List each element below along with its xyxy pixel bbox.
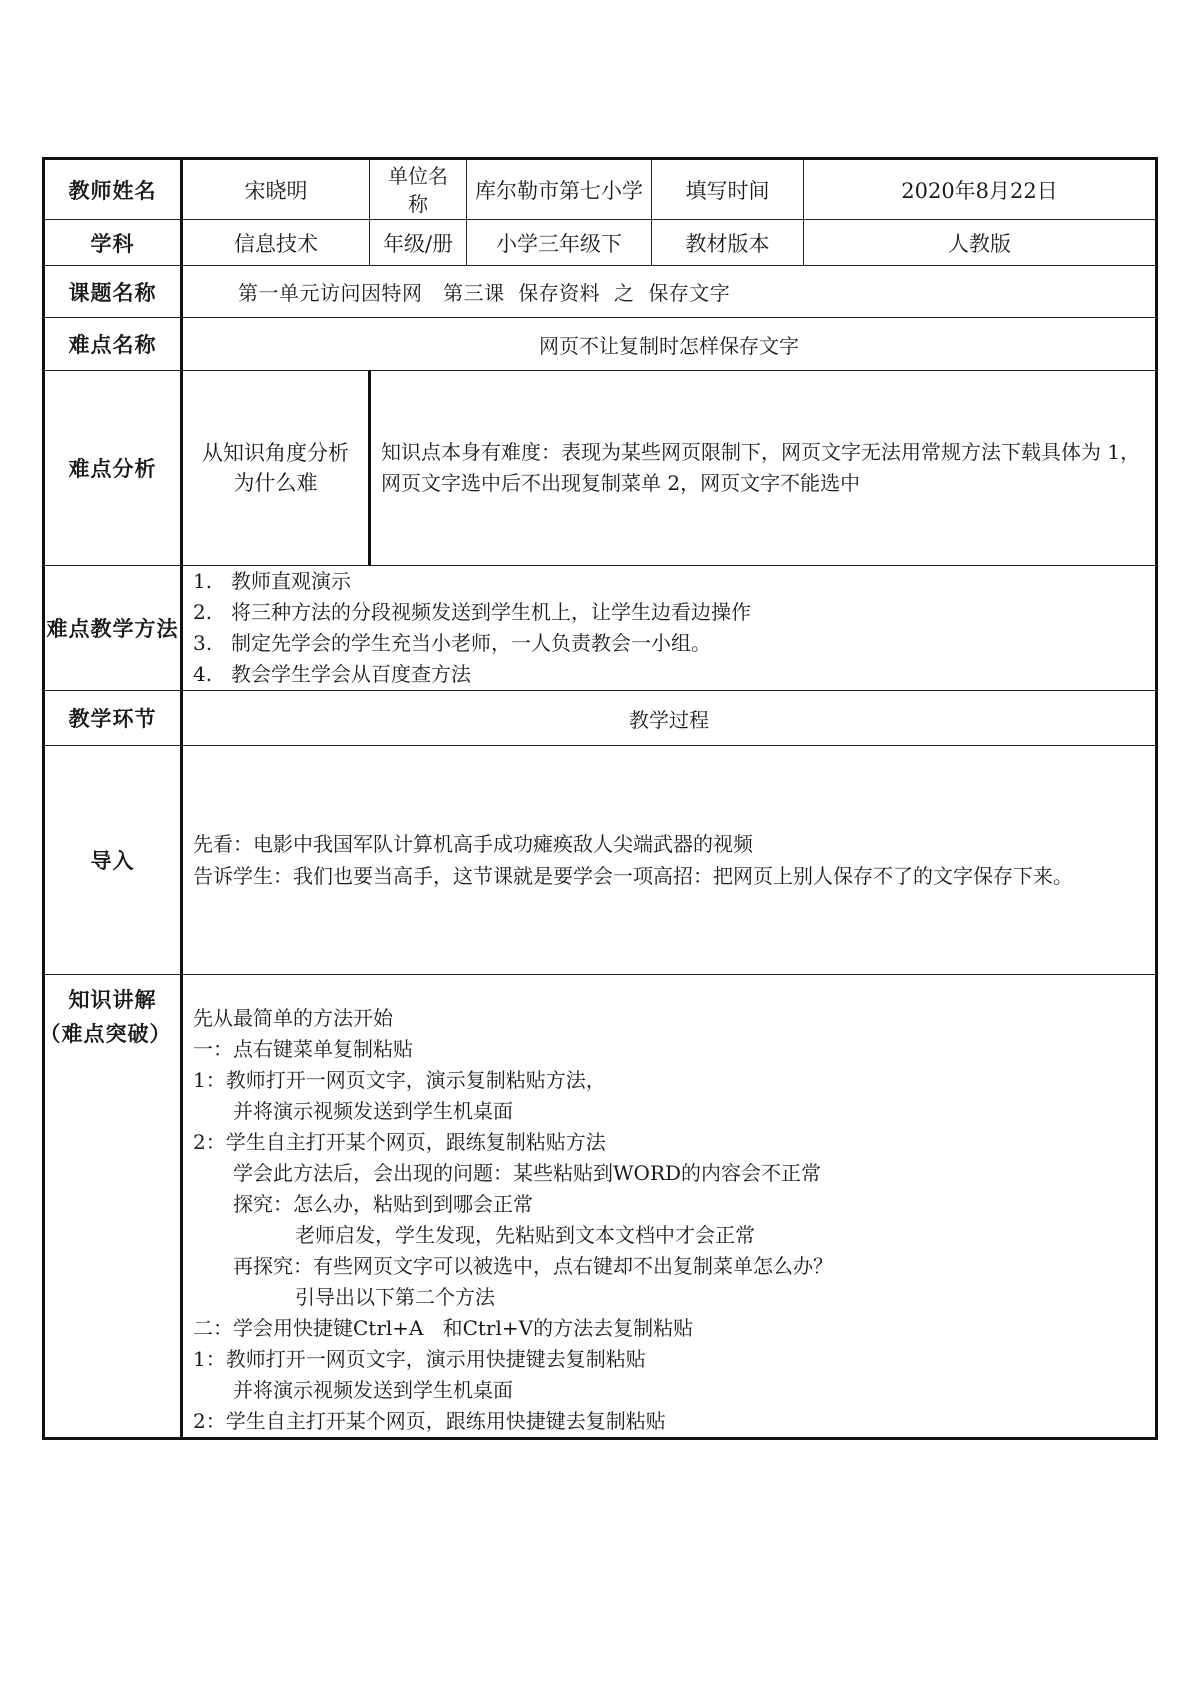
method-item-text: 制定先学会的学生充当小老师，一人负责教会一小组。 bbox=[231, 631, 711, 655]
knowledge-line: 探究：怎么办，粘贴到到哪会正常 bbox=[233, 1192, 533, 1216]
method-item-text: 教会学生学会从百度查方法 bbox=[231, 662, 471, 686]
knowledge-line: 1：教师打开一网页文字，演示用快捷键去复制粘贴 bbox=[193, 1347, 646, 1371]
intro-row bbox=[44, 746, 1157, 975]
difficulty-value: 网页不让复制时怎样保存文字 bbox=[182, 318, 1157, 371]
methods-list bbox=[182, 566, 1157, 691]
intro-line: 告诉学生：我们也要当高手，这节课就是要学会一项高招：把网页上别人保存不了的文字保存下来。 bbox=[193, 864, 1073, 888]
knowledge-line: 老师启发，学生发现，先粘贴到文本文档中才会正常 bbox=[295, 1223, 755, 1247]
knowledge-line: 1：教师打开一网页文字，演示复制粘贴方法， bbox=[193, 1068, 606, 1092]
knowledge-line: 再探究：有些网页文字可以被选中，点右键却不出复制菜单怎么办？ bbox=[233, 1254, 833, 1278]
difficulty-label: 难点名称 bbox=[44, 318, 182, 371]
edition-value: 人教版 bbox=[804, 220, 1157, 266]
grade-label: 年级/册 bbox=[370, 220, 467, 266]
topic-row bbox=[44, 266, 1157, 318]
method-item bbox=[193, 659, 1147, 690]
method-item-num: 3. bbox=[193, 631, 213, 655]
knowledge-line: 并将演示视频发送到学生机桌面 bbox=[233, 1099, 513, 1123]
knowledge-label-line2: （难点突破） bbox=[39, 1022, 172, 1046]
knowledge-label-line1: 知识讲解 bbox=[68, 988, 157, 1012]
intro-label: 导入 bbox=[44, 746, 182, 975]
method-item-num: 4. bbox=[193, 662, 213, 686]
method-item-text: 将三种方法的分段视频发送到学生机上，让学生边看边操作 bbox=[231, 600, 751, 624]
knowledge-line: 2：学生自主打开某个网页，跟练用快捷键去复制粘贴 bbox=[193, 1409, 666, 1433]
method-item-num: 2. bbox=[193, 600, 213, 624]
knowledge-line: 2：学生自主打开某个网页，跟练复制粘贴方法 bbox=[193, 1130, 606, 1154]
analysis-row bbox=[44, 371, 1157, 566]
intro-content bbox=[182, 746, 1157, 975]
unit-name-value: 库尔勒市第七小学 bbox=[467, 159, 652, 220]
method-item-num: 1. bbox=[193, 569, 213, 593]
difficulty-row bbox=[44, 318, 1157, 371]
method-item bbox=[193, 566, 1147, 597]
header-row bbox=[44, 159, 1157, 220]
subject-row bbox=[44, 220, 1157, 266]
grade-value: 小学三年级下 bbox=[467, 220, 652, 266]
edition-label: 教材版本 bbox=[652, 220, 804, 266]
method-item-text: 教师直观演示 bbox=[231, 569, 351, 593]
knowledge-line: 二：学会用快捷键Ctrl+A 和Ctrl+V的方法去复制粘贴 bbox=[193, 1316, 694, 1340]
teacher-name-value: 宋晓明 bbox=[182, 159, 370, 220]
methods-row bbox=[44, 566, 1157, 691]
knowledge-line: 学会此方法后，会出现的问题：某些粘贴到WORD的内容会不正常 bbox=[233, 1161, 822, 1185]
stage-label: 教学环节 bbox=[44, 691, 182, 746]
analysis-text: 知识点本身有难度：表现为某些网页限制下，网页文字无法用常规方法下载具体为 1，网页文字选中后不出现复制菜单 2，网页文字不能选中 bbox=[370, 371, 1157, 566]
teacher-name-label: 教师姓名 bbox=[44, 159, 182, 220]
fill-date-value: 2020年8月22日 bbox=[804, 159, 1157, 220]
knowledge-line: 一：点右键菜单复制粘贴 bbox=[193, 1037, 413, 1061]
knowledge-content bbox=[182, 975, 1157, 1439]
knowledge-line: 并将演示视频发送到学生机桌面 bbox=[233, 1378, 513, 1402]
subject-value: 信息技术 bbox=[182, 220, 370, 266]
method-item bbox=[193, 597, 1147, 628]
stage-value: 教学过程 bbox=[182, 691, 1157, 746]
lesson-plan-table bbox=[39, 157, 1158, 1440]
unit-name-label-text: 单位名称 bbox=[388, 163, 448, 216]
topic-value: 第一单元访问因特网 第三课 保存资料 之 保存文字 bbox=[182, 266, 1157, 318]
analysis-label: 难点分析 bbox=[44, 371, 182, 566]
knowledge-row bbox=[44, 975, 1157, 1439]
topic-label: 课题名称 bbox=[44, 266, 182, 318]
knowledge-label bbox=[39, 975, 182, 1439]
fill-date-label: 填写时间 bbox=[652, 159, 804, 220]
analysis-sub-label: 从知识角度分析为什么难 bbox=[182, 371, 370, 566]
knowledge-line: 先从最简单的方法开始 bbox=[193, 1006, 393, 1030]
subject-label: 学科 bbox=[44, 220, 182, 266]
knowledge-line: 引导出以下第二个方法 bbox=[295, 1285, 495, 1309]
method-item bbox=[193, 628, 1147, 659]
stage-row bbox=[44, 691, 1157, 746]
intro-line: 先看：电影中我国军队计算机高手成功瘫痪敌人尖端武器的视频 bbox=[193, 832, 753, 856]
methods-label: 难点教学方法 bbox=[44, 566, 182, 691]
unit-name-label bbox=[370, 159, 467, 220]
